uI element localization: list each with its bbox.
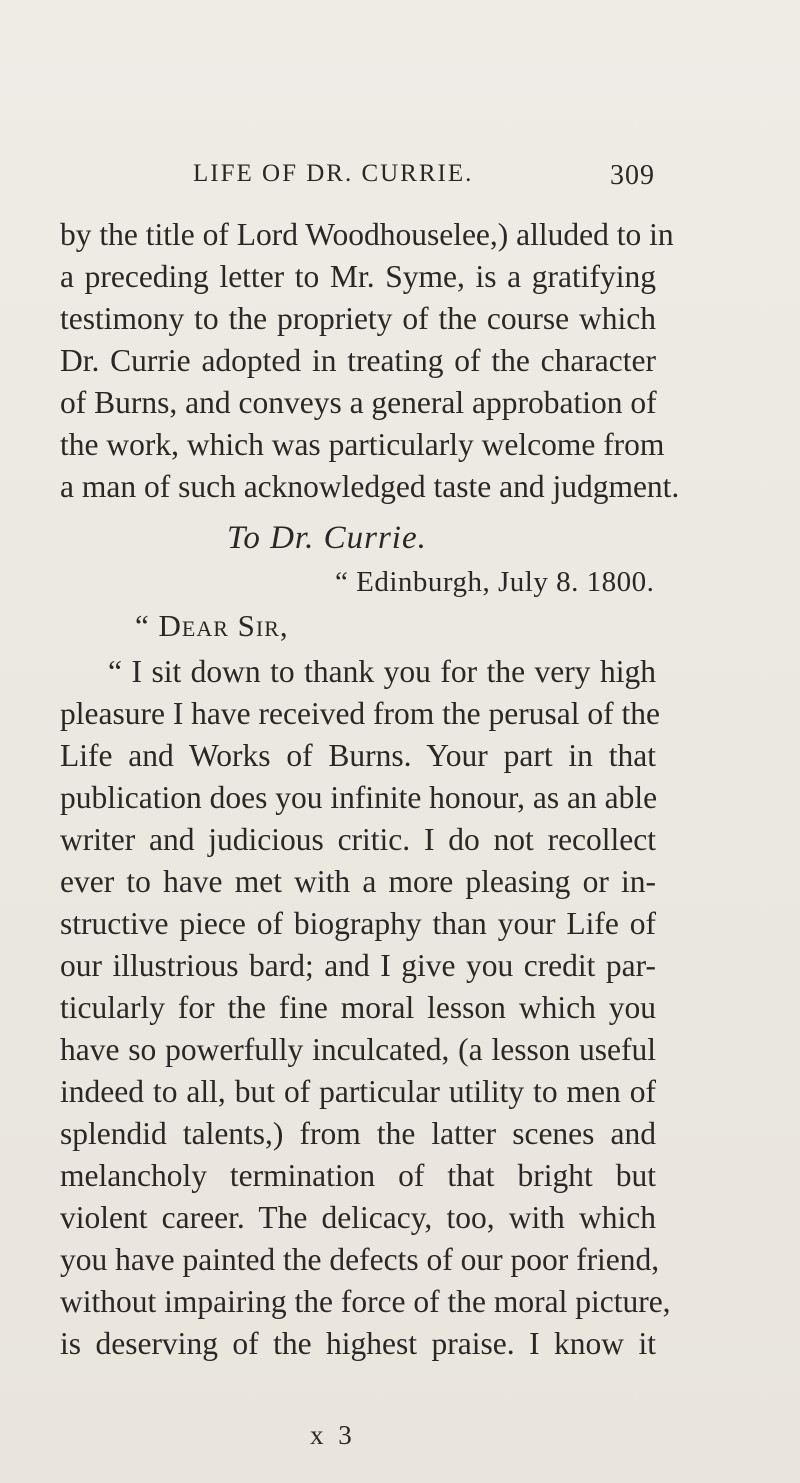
- text-line: testimony to the propriety of the course which: [60, 301, 656, 336]
- text-line: a man of such acknowledged taste and judgment.: [60, 469, 680, 504]
- letter-line: without impairing the force of the moral picture,: [60, 1284, 671, 1319]
- text-line: of Burns, and conveys a general approbation of: [60, 385, 657, 420]
- letter-line: you have painted the defects of our poor friend,: [60, 1242, 660, 1277]
- letter-line: ever to have met with a more pleasing or in-: [60, 864, 656, 899]
- letter-line: “ I sit down to thank you for the very high: [108, 654, 656, 689]
- letter-addressee: To Dr. Currie.: [227, 520, 427, 556]
- text-line: the work, which was particularly welcome from: [60, 427, 665, 462]
- letter-line: indeed to all, but of particular utility to men of: [60, 1074, 656, 1109]
- salutation-text: Dear Sir,: [158, 608, 289, 643]
- page-number: 309: [610, 160, 655, 191]
- signature-mark: x 3: [310, 1420, 356, 1450]
- letter-line: our illustrious bard; and I give you credit par-: [60, 948, 656, 983]
- running-title: LIFE OF DR. CURRIE.: [193, 160, 474, 187]
- letter-line: is deserving of the highest praise. I know it: [60, 1326, 656, 1361]
- salutation-quote: “: [135, 608, 159, 643]
- letter-dateline: “ Edinburgh, July 8. 1800.: [335, 566, 655, 598]
- letter-line: structive piece of biography than your Life of: [60, 906, 656, 941]
- letter-line: Life and Works of Burns. Your part in that: [60, 738, 656, 773]
- letter-line: violent career. The delicacy, too, with which: [60, 1200, 656, 1235]
- running-head: [193, 160, 655, 200]
- text-line: Dr. Currie adopted in treating of the character: [60, 343, 656, 378]
- letter-line: splendid talents,) from the latter scenes and: [60, 1116, 656, 1151]
- letter-salutation: [135, 608, 289, 644]
- letter-line: pleasure I have received from the perusal of the: [60, 696, 660, 731]
- letter-line: melancholy termination of that bright but: [60, 1158, 656, 1193]
- letter-line: publication does you infinite honour, as an able: [60, 780, 658, 815]
- letter-line: writer and judicious critic. I do not recollect: [60, 822, 656, 857]
- letter-line: have so powerfully inculcated, (a lesson useful: [60, 1032, 656, 1067]
- letter-line: ticularly for the fine moral lesson which you: [60, 990, 656, 1025]
- text-line: a preceding letter to Mr. Syme, is a gratifying: [60, 259, 656, 294]
- text-line: by the title of Lord Woodhouselee,) alluded to in: [60, 217, 674, 252]
